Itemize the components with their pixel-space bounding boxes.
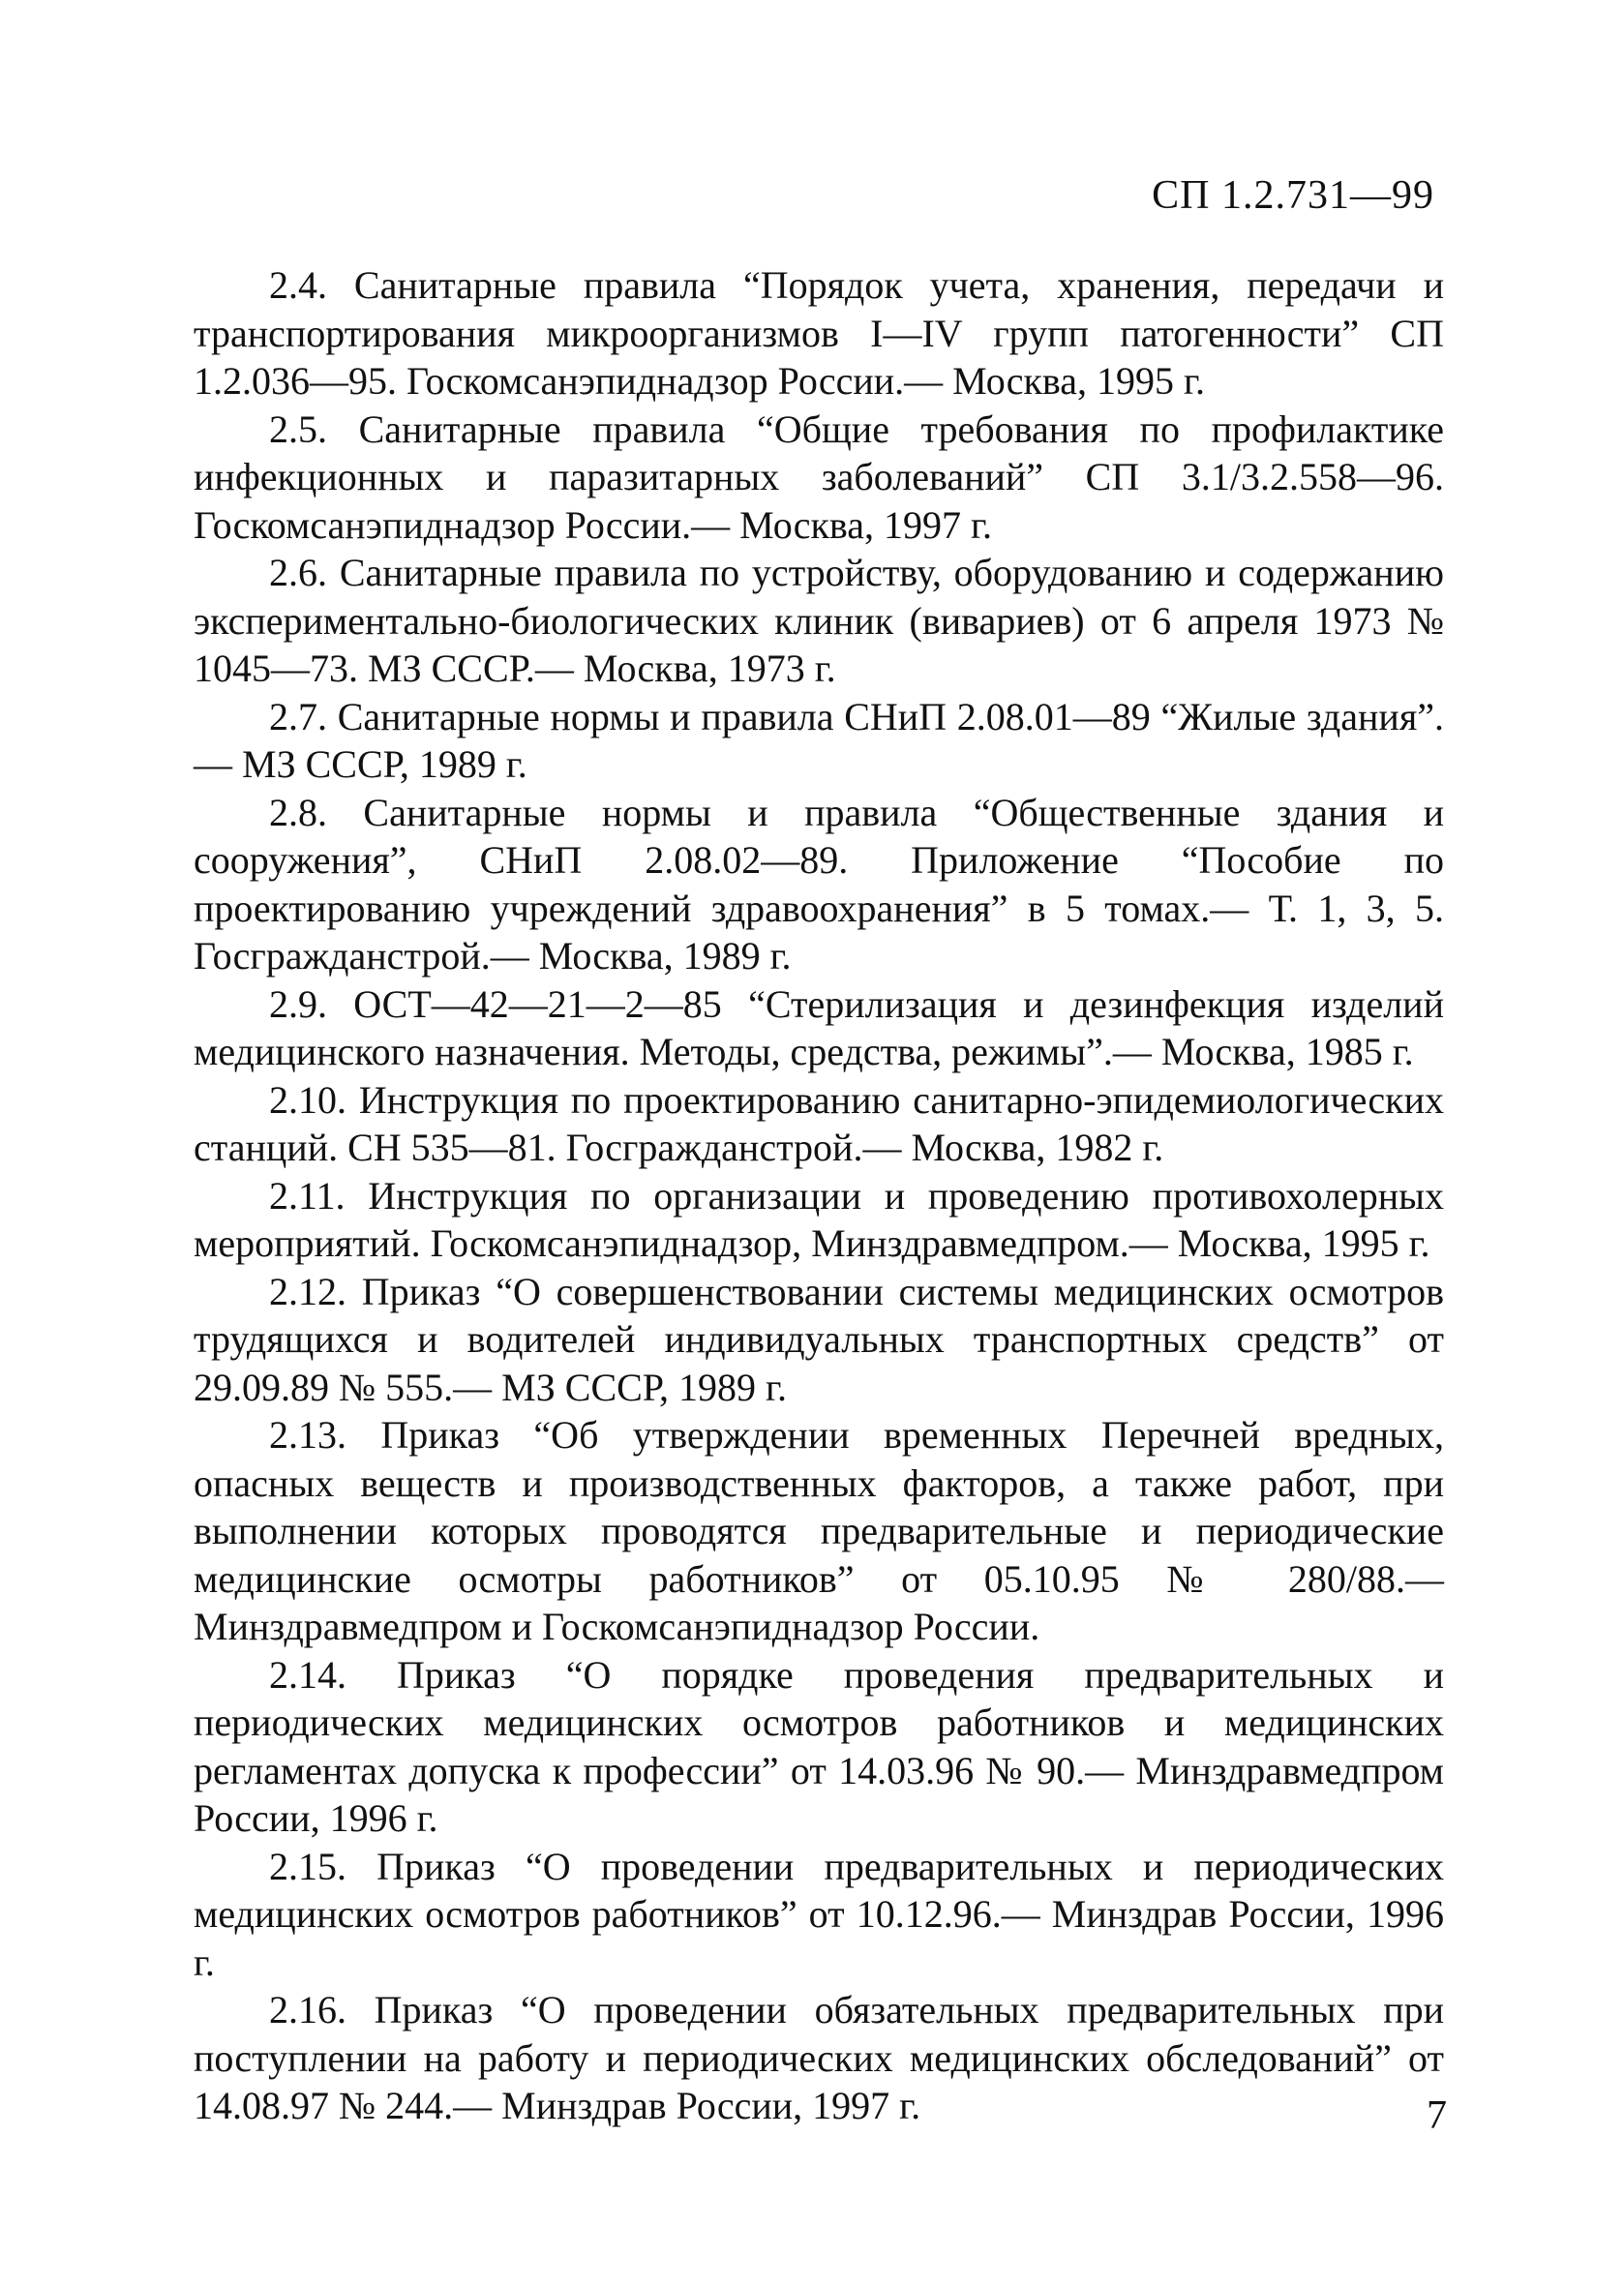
page-number: 7 (1427, 2093, 1447, 2138)
document-code-header: СП 1.2.731—99 (1152, 173, 1434, 218)
reference-item: 2.4. Санитарные правила “Порядок учета, хранения, передачи и транспортирования микроорганизмов I—IV групп патогенности” СП 1.2.036—95. Госкомсанэпиднадзор России.— Москва, 1995 г. (194, 263, 1444, 403)
reference-item: 2.7. Санитарные нормы и правила СНиП 2.08.01—89 “Жилые здания”.— МЗ СССР, 1989 г. (194, 694, 1444, 786)
reference-item: 2.15. Приказ “О проведении предварительных и периодических медицинских осмотров работников” от 10.12.96.— Минздрав России, 1996 г. (194, 1844, 1444, 1984)
reference-item: 2.5. Санитарные правила “Общие требования по профилактике инфекционных и паразитарных заболеваний” СП 3.1/3.2.558—96. Госкомсанэпиднадзор России.— Москва, 1997 г. (194, 406, 1444, 547)
references-list (194, 261, 1444, 2130)
reference-item: 2.16. Приказ “О проведении обязательных предварительных при поступлении на работу и периодических медицинских обследований” от 14.08.97 № 244.— Минздрав России, 1997 г. (194, 1988, 1444, 2127)
reference-item: 2.9. ОСТ—42—21—2—85 “Стерилизация и дезинфекция изделий медицинского назначения. Методы, средства, режимы”.— Москва, 1985 г. (194, 981, 1444, 1073)
reference-item: 2.6. Санитарные правила по устройству, оборудованию и содержанию экспериментально-биологических клиник (вивариев) от 6 апреля 1973 № 1045—73. МЗ СССР.— Москва, 1973 г. (194, 551, 1444, 690)
reference-item: 2.14. Приказ “О порядке проведения предварительных и периодических медицинских осмотров работников и медицинских регламентах допуска к профессии” от 14.03.96 № 90.— Минздравмедпром России, 1996 г. (194, 1652, 1444, 1840)
reference-item: 2.13. Приказ “Об утверждении временных Перечней вредных, опасных веществ и производственных факторов, а также работ, при выполнении которых проводятся предварительные и периодические медицинские осмотры работников” от 05.10.95 № 280/88.— Минздравмедпром и Госкомсанэпиднадзор России. (194, 1413, 1444, 1648)
reference-item: 2.12. Приказ “О совершенствовании системы медицинских осмотров трудящихся и водителей индивидуальных транспортных средств” от 29.09.89 № 555.— МЗ СССР, 1989 г. (194, 1269, 1444, 1409)
reference-item: 2.11. Инструкция по организации и проведению противохолерных мероприятий. Госкомсанэпиднадзор, Минздравмедпром.— Москва, 1995 г. (194, 1173, 1444, 1265)
reference-item: 2.10. Инструкция по проектированию санитарно-эпидемиологических станций. СН 535—81. Госгражданстрой.— Москва, 1982 г. (194, 1077, 1444, 1169)
reference-item: 2.8. Санитарные нормы и правила “Общественные здания и сооружения”, СНиП 2.08.02—89. Приложение “Пособие по проектированию учреждений здравоохранения” в 5 томах.— Т. 1, 3, 5. Госгражданстрой.— Москва, 1989 г. (194, 790, 1444, 978)
